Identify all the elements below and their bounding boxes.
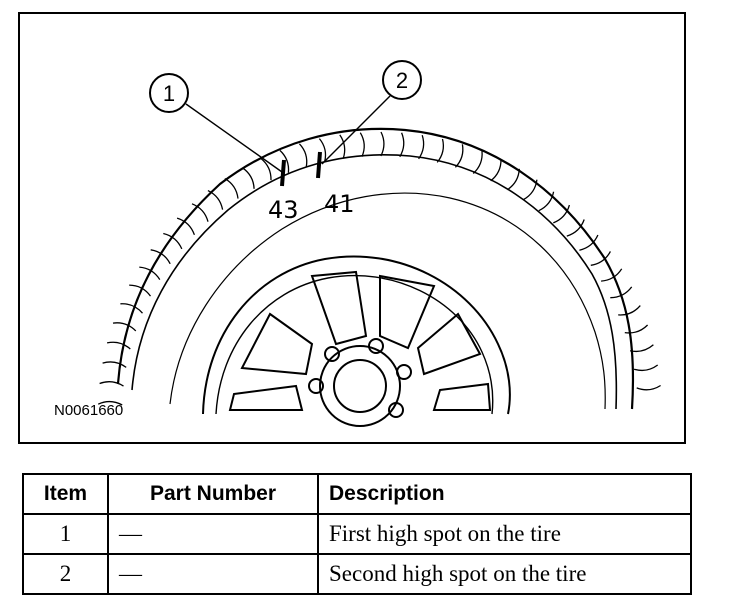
tread-groove (261, 158, 271, 180)
tread-groove (192, 204, 208, 222)
header-part-number: Part Number (108, 474, 318, 514)
tread-groove (242, 168, 254, 189)
tread-groove (360, 133, 364, 157)
tread-groove (491, 159, 501, 181)
row-description: Second high spot on the tire (318, 554, 691, 594)
legend-header-row (23, 474, 691, 514)
tread-groove (225, 179, 238, 199)
tread-groove (100, 382, 124, 386)
row-part-number: — (108, 554, 318, 594)
tread-groove (634, 365, 658, 370)
high-spot-mark-2 (318, 152, 320, 178)
figure-id: N0061660 (54, 402, 124, 419)
tread-groove (113, 323, 136, 331)
tire-outer-edge (118, 129, 633, 409)
row-description: First high spot on the tire (318, 514, 691, 554)
tread-groove (507, 169, 519, 190)
callout-2-leader (322, 96, 390, 164)
tread-groove (340, 135, 345, 159)
tread-groove (107, 342, 130, 349)
tread-groove (400, 133, 404, 157)
row-item: 2 (23, 554, 108, 594)
callout-1-number: 1 (162, 81, 176, 106)
high-spot-mark-1 (282, 160, 284, 186)
header-description: Description (318, 474, 691, 514)
row-part-number: — (108, 514, 318, 554)
legend-row (23, 554, 691, 594)
header-item: Item (23, 474, 108, 514)
callout-2-number: 2 (395, 68, 409, 93)
tire-inner-tread-edge (132, 155, 616, 409)
tread-groove (455, 144, 462, 167)
handwritten-mark-41: 41 (324, 190, 355, 218)
tread-groove (381, 132, 384, 156)
tread-groove (618, 306, 640, 315)
tread-groove (630, 345, 653, 352)
tire-sidewall-edge (170, 193, 605, 409)
tread-groove (419, 135, 424, 159)
callout-1-leader (186, 104, 282, 172)
wheel-rim (203, 256, 510, 426)
legend-row (23, 514, 691, 554)
tread-groove (637, 386, 661, 390)
legend-table (22, 473, 692, 595)
tread-groove (473, 151, 482, 173)
row-item: 1 (23, 514, 108, 554)
tread-groove (437, 139, 443, 162)
tread-groove (103, 362, 127, 367)
tread-groove (151, 250, 171, 264)
tread-groove (120, 304, 142, 313)
tread-groove (299, 144, 306, 167)
tire-tread-pattern (98, 132, 660, 405)
handwritten-mark-43: 43 (268, 196, 299, 224)
tire-diagram-svg (20, 14, 684, 442)
tire-diagram-figure (18, 12, 686, 444)
tread-groove (553, 205, 569, 223)
